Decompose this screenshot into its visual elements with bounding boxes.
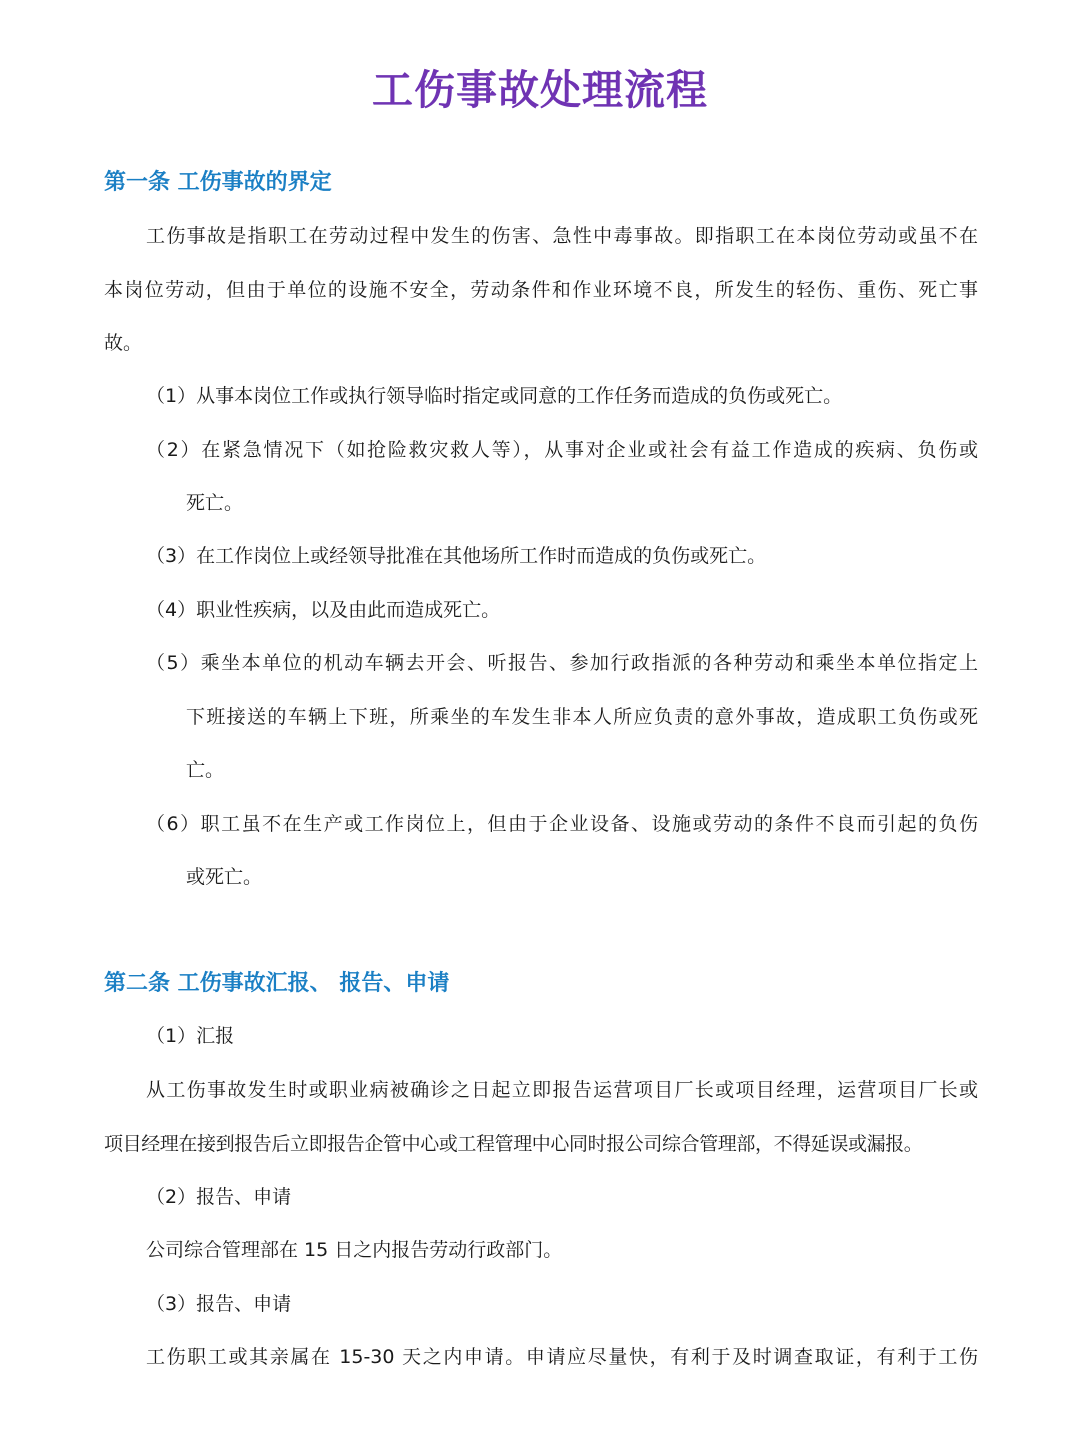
list-item-5-continuation: 下班接送的车辆上下班，所乘坐的车发生非本人所应负责的意外事故，造成职工负伤或死 (186, 706, 978, 728)
list-item-2: （2）在紧急情况下（如抢险救灾救人等），从事对企业或社会有益工作造成的疾病、负伤或 (146, 439, 978, 461)
section-heading-1: 第一条 工伤事故的界定 (104, 170, 332, 195)
list-item-2-continuation: 死亡。 (186, 492, 244, 514)
subsection-label-1: （1）汇报 (146, 1025, 235, 1047)
list-item-6: （6）职工虽不在生产或工作岗位上，但由于企业设备、设施或劳动的条件不良而引起的负伤 (146, 813, 978, 835)
paragraph-line: 从工伤事故发生时或职业病被确诊之日起立即报告运营项目厂长或项目经理，运营项目厂长或 (146, 1079, 978, 1101)
list-item-5-continuation: 亡。 (186, 759, 225, 781)
paragraph-line: 故。 (104, 332, 143, 354)
section-heading-2: 第二条 工伤事故汇报、 报告、申请 (104, 971, 450, 996)
paragraph-line: 本岗位劳动，但由于单位的设施不安全，劳动条件和作业环境不良，所发生的轻伤、重伤、死亡事 (104, 279, 978, 301)
list-item-4: （4）职业性疾病，以及由此而造成死亡。 (146, 599, 501, 621)
list-item-3: （3）在工作岗位上或经领导批准在其他场所工作时而造成的负伤或死亡。 (146, 545, 767, 567)
subsection-label-2: （2）报告、申请 (146, 1186, 292, 1208)
list-item-1: （1）从事本岗位工作或执行领导临时指定或同意的工作任务而造成的负伤或死亡。 (146, 385, 843, 407)
list-item-6-continuation: 或死亡。 (186, 866, 263, 888)
paragraph-line: 工伤事故是指职工在劳动过程中发生的伤害、急性中毒事故。即指职工在本岗位劳动或虽不在 (146, 225, 978, 247)
paragraph-line: 工伤职工或其亲属在 15-30 天之内申请。申请应尽量快，有利于及时调查取证，有利于工伤 (146, 1346, 978, 1368)
subsection-label-3: （3）报告、申请 (146, 1293, 292, 1315)
paragraph-line: 项目经理在接到报告后立即报告企管中心或工程管理中心同时报公司综合管理部，不得延误或漏报。 (104, 1133, 923, 1155)
paragraph-line: 公司综合管理部在 15 日之内报告劳动行政部门。 (146, 1239, 563, 1261)
page-title: 工伤事故处理流程 (372, 66, 708, 114)
list-item-5: （5）乘坐本单位的机动车辆去开会、听报告、参加行政指派的各种劳动和乘坐本单位指定上 (146, 652, 978, 674)
